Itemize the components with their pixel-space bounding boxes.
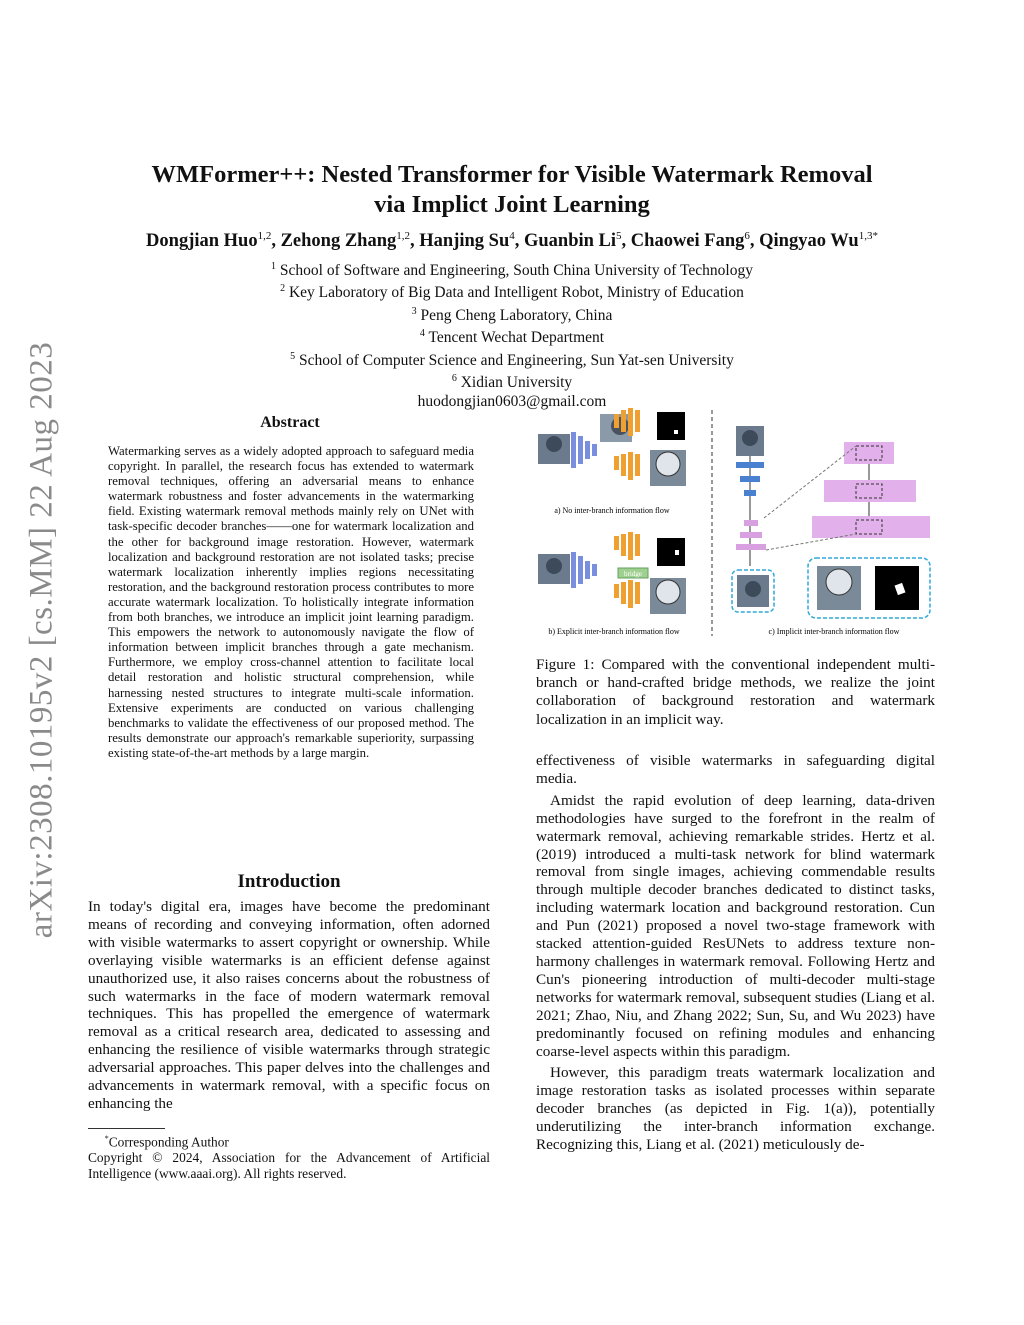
author: Chaowei Fang$^6$, — [630, 230, 760, 252]
affiliation: $^1$ School of Software and Engineering, South China University of Technology — [271, 261, 753, 280]
paragraph: However, this paradigm treats watermark localization and image restoration tasks as isolated processes within separate decoder branches (as depicted in Fig. 1(a)), potentially underutilizing the inter-branch information exchange. Recognizing this, Liang et al. (2021) meticulously de- — [536, 1064, 935, 1154]
label-c: c) Implicit inter-branch information flow — [768, 627, 900, 636]
author: Zehong Zhang$^{1,2}$, — [280, 230, 420, 252]
affiliation: $^2$ Key Laboratory of Big Data and Intelligent Robot, Ministry of Education — [280, 283, 744, 302]
paper-title — [100, 160, 924, 220]
abstract-text: Watermarking serves as a widely adopted approach to safeguard media copyright. In parallel, the research focus has extended to watermark removal techniques, offering an adversarial means to enhance watermark robustness and foster advancements in the watermarking field. Existing watermark removal methods mainly rely on UNet with task-specific decoder branches——one for watermark localization and the other for background image restoration. However, watermark localization and background restoration are not isolated tasks; precise watermark localization inherently implies regions necessitating restoration, and the background restoration process contributes to more accurate watermark localization. To holistically integrate information from both branches, we introduce an implicit joint learning paradigm. This empowers the network to autonomously navigate the flow of information between implicit branches through a gate mechanism. Furthermore, we employ cross-channel attention to facilitate local detail restoration and holistic structural comprehension, while harnessing nested structures to integrate multi-scale information. Extensive experiments are conducted on various challenging benchmarks to validate the effectiveness of our proposed method. The results demonstrate our approach's remarkable superiority, surpassing existing state-of-the-art methods by a large margin. — [108, 444, 474, 760]
figure-caption: Figure 1: Compared with the conventional independent multi-branch or hand-crafted bridge methods, we realize the joint collaboration of background restoration and watermark localization in an implicit way. — [536, 656, 935, 728]
label-b: b) Explicit inter-branch information flow — [548, 627, 680, 636]
author: Qingyao $Wu^{1,3*}$ — [759, 230, 878, 252]
panel-b — [538, 532, 686, 636]
author: Guanbin Li$^5$, — [524, 230, 631, 252]
arxiv-id: arXiv:2308.10195v2 [cs.MM] 22 Aug 2023 — [23, 341, 60, 939]
watermark-mask — [657, 412, 685, 440]
paragraph: Amidst the rapid evolution of deep learning, data-driven methodologies have surged to the forefront in the realm of watermark removal, achieving remarkable strides. Hertz et al. (2019) introduced a multi-task network for blind watermark removal from single images, achieving commendable results through multiple decoder branches dedicated to distinct tasks, including watermark location and background restoration. Cun and Pun (2021) proposed a novel two-stage framework with stacked attention-guided ResUNets to address texture non-harmony challenges in watermark removal. Following Hertz and Cun's pioneering introduction of multi-decoder multi-stage networks for watermark removal, subsequent studies (Liang et al. 2021; Zhao, Niu, and Zhang 2022; Sun, Su, and Wu 2023) have predominantly focused on refining modules and enhancing coarse-level aspects within this paradigm. — [536, 791, 935, 1060]
label-a: a) No inter-branch information flow — [554, 506, 670, 515]
affiliation: $^4$ Tencent Wechat Department — [419, 328, 605, 347]
affiliation: $^3$ Peng Cheng Laboratory, China — [411, 305, 613, 325]
title-line-2: via Implict Joint Learning — [374, 191, 650, 218]
introduction-text: In today's digital era, images have become the predominant means of recording and conveying information, often adorned with visible watermarks to assert copyright or ownership. While overlaying visible watermarks is an efficient defense against unauthorized use, it also raises concerns about the robustness of such watermarks in the face of modern watermark removal techniques. This has propelled the emergence of watermark removal as a critical research area, dedicated to assessing and enhancing the resilience of visible watermarks through strategic adversarial approaches. This paper delves into the challenges and advancements in watermark removal, with a specific focus on enhancing the — [88, 898, 490, 1112]
author-list — [60, 230, 964, 252]
paragraph: effectiveness of visible watermarks in safeguarding digital media. — [536, 752, 935, 787]
affiliation: $^5$ School of Computer Science and Engineering, Sun Yat-sen University — [290, 350, 734, 369]
footnote-corresponding: *Corresponding Author — [104, 1134, 229, 1150]
footnotes — [88, 1131, 490, 1182]
author: Hanjing Su$^4$, — [419, 230, 524, 252]
introduction-heading: Introduction — [237, 871, 341, 892]
affiliations — [160, 258, 864, 411]
abstract-heading: Abstract — [260, 414, 320, 431]
footnote-rule — [88, 1128, 165, 1129]
title-line-1: WMFormer++: Nested Transformer for Visible Watermark Removal — [151, 161, 873, 188]
panel-c — [732, 426, 930, 636]
bridge-label: bridge — [624, 570, 642, 578]
affiliation: $^6$ Xidian University — [451, 373, 573, 392]
email[interactable]: huodongjian0603@gmail.com — [417, 392, 607, 410]
panel-a — [538, 408, 686, 515]
author: Dongjian Huo$^{1,2}$, — [146, 230, 281, 252]
footnote-copyright: Copyright © 2024, Association for the Advancement of Artificial Intelligence (www.aaai.org). All rights reserved. — [88, 1150, 490, 1182]
right-column-text — [536, 752, 935, 1154]
figure-1 — [532, 406, 940, 646]
